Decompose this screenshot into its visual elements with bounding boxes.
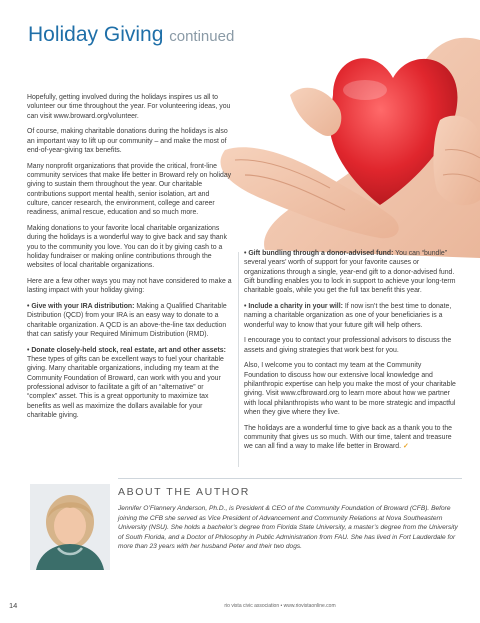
bullet-title: • Donate closely-held stock, real estate, art and other assets:	[27, 346, 226, 354]
title-continued: continued	[169, 28, 235, 45]
paragraph: Also, I welcome you to contact my team at the Community Foundation to discuss how our extensive local knowledge and philanthropic expertise can help you make the most of your charitable giving. Visit www.cfbroward.org to learn more about how we partner with local philanthropists who want to be more strategic and impactful when they give where they live.	[244, 362, 456, 416]
page-number: 14	[9, 601, 18, 610]
bullet-text: You can “bundle” several years’ worth of support for your favorite causes or organizations through a single, year-end gift to a donor-advised fund. Gift bundling enables you to lock in support to achieve your long-term charitable goals, while you get the full tax benefit this year.	[244, 250, 456, 295]
paragraph: Hopefully, getting involved during the holidays inspires us all to volunteer our time throughout the year. For volunteering ideas, you can visit www.broward.org/volunteer.	[27, 94, 231, 120]
bullet-text: These types of gifts can be excellent ways to fuel your charitable giving. Many charitable organizations, including my team at the Community Foundation of Broward, can work with you and your professional advisor to facilitate a gift of an “alternative” or “complex” asset. This is a great opportunity to maximize tax benefits as well as maximize the dollars available for your charitable giving.	[27, 356, 224, 419]
right-column	[244, 249, 456, 458]
paragraph: Many nonprofit organizations that provide the critical, front-line community services that make life better in Broward rely on holiday giving to sustain them throughout the year. Our charitable contributions support mental health, senior isolation, art and culture, cancer research, the environment, college and career readiness, animal rescue, education and so much more.	[27, 162, 232, 217]
paragraph: Of course, making charitable donations during the holidays is also an important way to lift up our community – and make the most of end-of-year-giving tax benefits.	[27, 128, 228, 154]
article-title	[28, 22, 234, 50]
bullet-donor-advised	[244, 249, 456, 295]
author-photo	[30, 484, 110, 570]
about-author-heading: ABOUT THE AUTHOR	[118, 486, 250, 498]
bullet-assets	[27, 346, 232, 420]
checkmark-icon: ✓	[402, 443, 409, 451]
paragraph-closing	[244, 424, 456, 452]
paragraph: Here are a few other ways you may not have considered to make a lasting impact with your holiday giving:	[27, 278, 232, 295]
hands-holding-heart-image	[205, 0, 480, 258]
title-main: Holiday Giving	[28, 23, 164, 46]
closing-text: The holidays are a wonderful time to give back as a thank you to the community that gives us so much. With our time, talent and treasure we can all find a way to make life better in Broward.	[244, 424, 452, 451]
bullet-ira	[27, 302, 232, 339]
paragraph: Making donations to your favorite local charitable organizations during the holidays is a wonderful way to give back and say thank you to the community you love. You can do it by giving cash to a holiday fundraiser or making online contributions through the websites of local charitable organizations.	[27, 225, 227, 270]
bullet-text: If now isn’t the best time to donate, naming a charitable organization as one of your beneficiaries is a wonderful way to know that your future gift will help others.	[244, 302, 452, 329]
author-bio: Jennifer O’Flannery Anderson, Ph.D., is President & CEO of the Community Foundation of Broward (CFB). Before joining the CFB she served as Vice President of Advancement and Community Relations at Nova Southeastern University (NSU). She holds a bachelor’s degree from Florida State University, a master’s degree from the University of South Florida, and a Doctor of Philosophy in Public Administration from FAU. She has lived in Fort Lauderdale for more than 23 years with her husband Peter and their two dogs.	[118, 505, 458, 551]
footer-text: rio vista civic association • www.riovistaonline.com	[224, 603, 336, 609]
author-divider	[118, 478, 462, 479]
bullet-title: • Give with your IRA distribution:	[27, 303, 135, 311]
bullet-text: Making a Qualified Charitable Distribution (QCD) from your IRA is an easy way to donate to a charitable organization. A QCD is an above-the-line tax deduction that can satisfy your Required Minimum Distribution (RMD).	[27, 303, 227, 339]
paragraph: I encourage you to contact your professional advisors to discuss the assets and giving strategies that work best for you.	[244, 337, 452, 354]
bullet-will	[244, 302, 456, 330]
bullet-title: • Include a charity in your will:	[244, 302, 343, 310]
bullet-title: • Gift bundling through a donor-advised fund:	[244, 250, 394, 257]
left-column	[27, 93, 232, 427]
column-divider	[238, 252, 239, 467]
